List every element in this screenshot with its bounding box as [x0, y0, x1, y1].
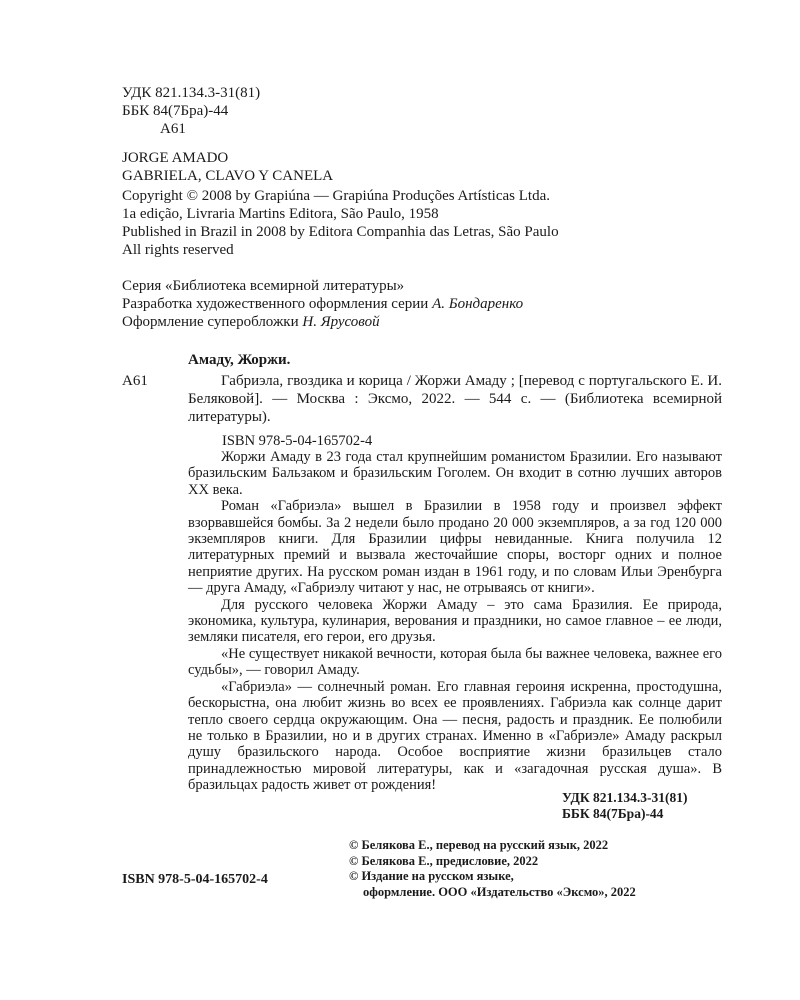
author-mark: А61: [160, 121, 186, 137]
translation-rights: © Белякова Е., перевод на русский язык, 2022: [349, 838, 609, 852]
catalog-author-heading: Амаду, Жоржи.: [188, 352, 291, 368]
cover-credit: [122, 313, 523, 331]
rights-notices: [349, 838, 636, 900]
cover-label: Оформление суперобложки: [122, 314, 299, 330]
preface-rights: © Белякова Е., предисловие, 2022: [349, 853, 539, 868]
original-title: GABRIELA, CLAVO Y CANELA: [122, 168, 334, 184]
original-author: JORGE AMADO: [122, 150, 229, 166]
codes-right: [562, 790, 687, 822]
udk-code-right: УДК 821.134.3-31(81): [562, 790, 688, 805]
catalog-description: Габриэла, гвоздика и корица / Жоржи Амаду ; [перевод с португальского Е. И. Беляковой]. — Москва : Эксмо, 2022. — 544 с. — (Библиотека всемирной литературы).: [188, 373, 722, 425]
annotation-paragraph: «Не существует никакой вечности, которая была бы важнее человека, важнее его судьбы», — говорил Амаду.: [188, 645, 722, 679]
design-label: Разработка художественного оформления серии: [122, 296, 429, 312]
catalog-isbn: ISBN 978-5-04-165702-4: [222, 433, 373, 449]
udk-code: УДК 821.134.3-31(81): [122, 85, 261, 101]
copyright-block: [122, 187, 559, 259]
edition-rights: © Издание на русском языке,: [349, 869, 514, 883]
bbk-code: ББК 84(7Бра)-44: [122, 103, 229, 119]
published-line: Published in Brazil in 2008 by Editora Companhia das Letras, São Paulo: [122, 224, 559, 240]
annotation-paragraph: «Габриэла» — солнечный роман. Его главная героиня искренна, простодушна, бескорыстна, она любит жизнь во всех ее проявлениях. Габриэла как солнце дарит тепло своего сердца окружающим. Она — песня, радость и праздник. Ее полюбили не только в Бразилии, но и в других странах. Именно в «Габриэле» Амаду раскрыл душу бразильского народа. Особое восприятие жизни бразильцев стало принадлежностью мировой литературы, как и «загадочная русская душа». В бразильцах радость живет от рождения!: [188, 678, 722, 794]
rights-reserved-line: All rights reserved: [122, 242, 234, 258]
edition-rights-continued: оформление. ООО «Издательство «Эксмо», 2022: [363, 884, 636, 899]
bbk-code-right: ББК 84(7Бра)-44: [562, 806, 664, 821]
design-credit: [122, 295, 523, 313]
catalog-code: А61: [122, 373, 148, 389]
annotation: [188, 449, 722, 794]
series-credits: [122, 277, 523, 331]
first-edition-line: 1a edição, Livraria Martins Editora, São Paulo, 1958: [122, 206, 439, 222]
cover-name: Н. Ярусовой: [302, 314, 380, 330]
design-name: А. Бондаренко: [432, 296, 524, 312]
classification-codes: [122, 84, 260, 138]
annotation-paragraph: Роман «Габриэла» вышел в Бразилии в 1958 году и произвел эффект взорвавшейся бомбы. За 2 недели было продано 20 000 экземпляров, а за год 120 000 экземпляров книги. Для Бразилии цифры невиданные. Книга получила 12 литературных премий и вызвала жесточайшие споры, восторг одних и полное неприятие других. На русском роман издан в 1961 году, и по словам Ильи Эренбурга — друга Амаду, «Габриэлу читают у нас, не отрываясь от книги».: [188, 498, 722, 597]
copyright-line: Copyright © 2008 by Grapiúna — Grapiúna Produções Artísticas Ltda.: [122, 188, 550, 204]
annotation-paragraph: Для русского человека Жоржи Амаду – это сама Бразилия. Ее природа, экономика, культура, кулинария, верования и праздники, но самое главное – ее люди, земляки писателя, его герои, его друзья.: [188, 596, 722, 646]
isbn-bottom: ISBN 978-5-04-165702-4: [122, 872, 268, 887]
original-title-block: [122, 149, 333, 185]
annotation-paragraph: Жоржи Амаду в 23 года стал крупнейшим романистом Бразилии. Его называют бразильским Бальзаком и бразильским Гоголем. Он входит в сотню лучших авторов XX века.: [188, 449, 722, 498]
series-line: Серия «Библиотека всемирной литературы»: [122, 278, 405, 294]
